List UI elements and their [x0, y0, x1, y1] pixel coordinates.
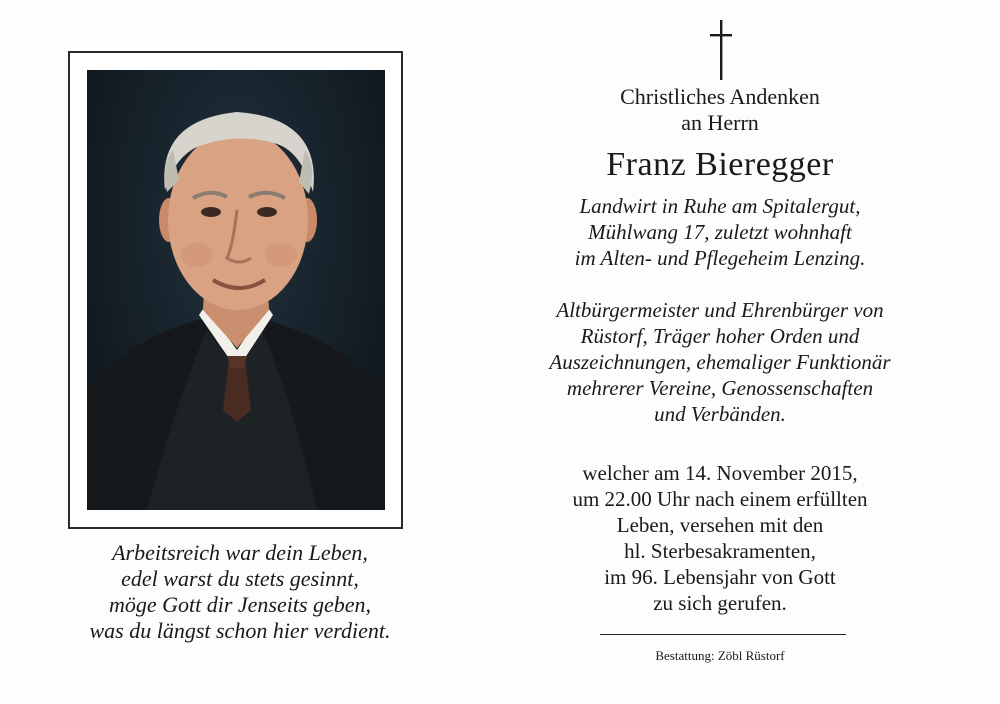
death-notice-line: im 96. Lebensjahr von Gott [604, 565, 836, 589]
honors-line: mehrerer Vereine, Genossenschaften [566, 376, 874, 400]
honors-text [510, 297, 930, 427]
portrait-frame [68, 51, 403, 529]
occupation-line: im Alten- und Pflegeheim Lenzing. [574, 246, 866, 270]
funeral-home: Bestattung: Zöbl Rüstorf [655, 648, 785, 663]
portrait-illustration [87, 70, 385, 510]
cross-icon [708, 20, 734, 80]
portrait-photo [87, 70, 385, 510]
death-notice-line: Leben, versehen mit den [616, 513, 824, 537]
death-notice [510, 460, 930, 616]
honors-line: Auszeichnungen, ehemaliger Funktionär [549, 350, 891, 374]
poem-line: Arbeitsreich war dein Leben, [112, 540, 368, 565]
heading-line: an Herrn [681, 110, 759, 135]
poem-line: möge Gott dir Jenseits geben, [108, 592, 372, 617]
death-notice-line: um 22.00 Uhr nach einem erfüllten [572, 487, 868, 511]
memorial-heading [510, 84, 930, 136]
honors-line: Altbürgermeister und Ehrenbürger von [556, 298, 884, 322]
memorial-poem [40, 540, 440, 644]
honors-line: Rüstorf, Träger hoher Orden und [580, 324, 860, 348]
poem-line: edel warst du stets gesinnt, [121, 566, 359, 591]
poem-line: was du längst schon hier verdient. [89, 618, 391, 643]
heading-line: Christliches Andenken [620, 84, 820, 109]
death-notice-line: welcher am 14. November 2015, [582, 461, 858, 485]
death-notice-line: hl. Sterbesakramenten, [624, 539, 816, 563]
death-notice-line: zu sich gerufen. [653, 591, 787, 615]
divider-line [600, 634, 846, 635]
honors-line: und Verbänden. [654, 402, 786, 426]
occupation-line: Mühlwang 17, zuletzt wohnhaft [588, 220, 852, 244]
occupation-line: Landwirt in Ruhe am Spitalergut, [579, 194, 861, 218]
deceased-name: Franz Bieregger [606, 146, 834, 183]
occupation-text [510, 193, 930, 271]
